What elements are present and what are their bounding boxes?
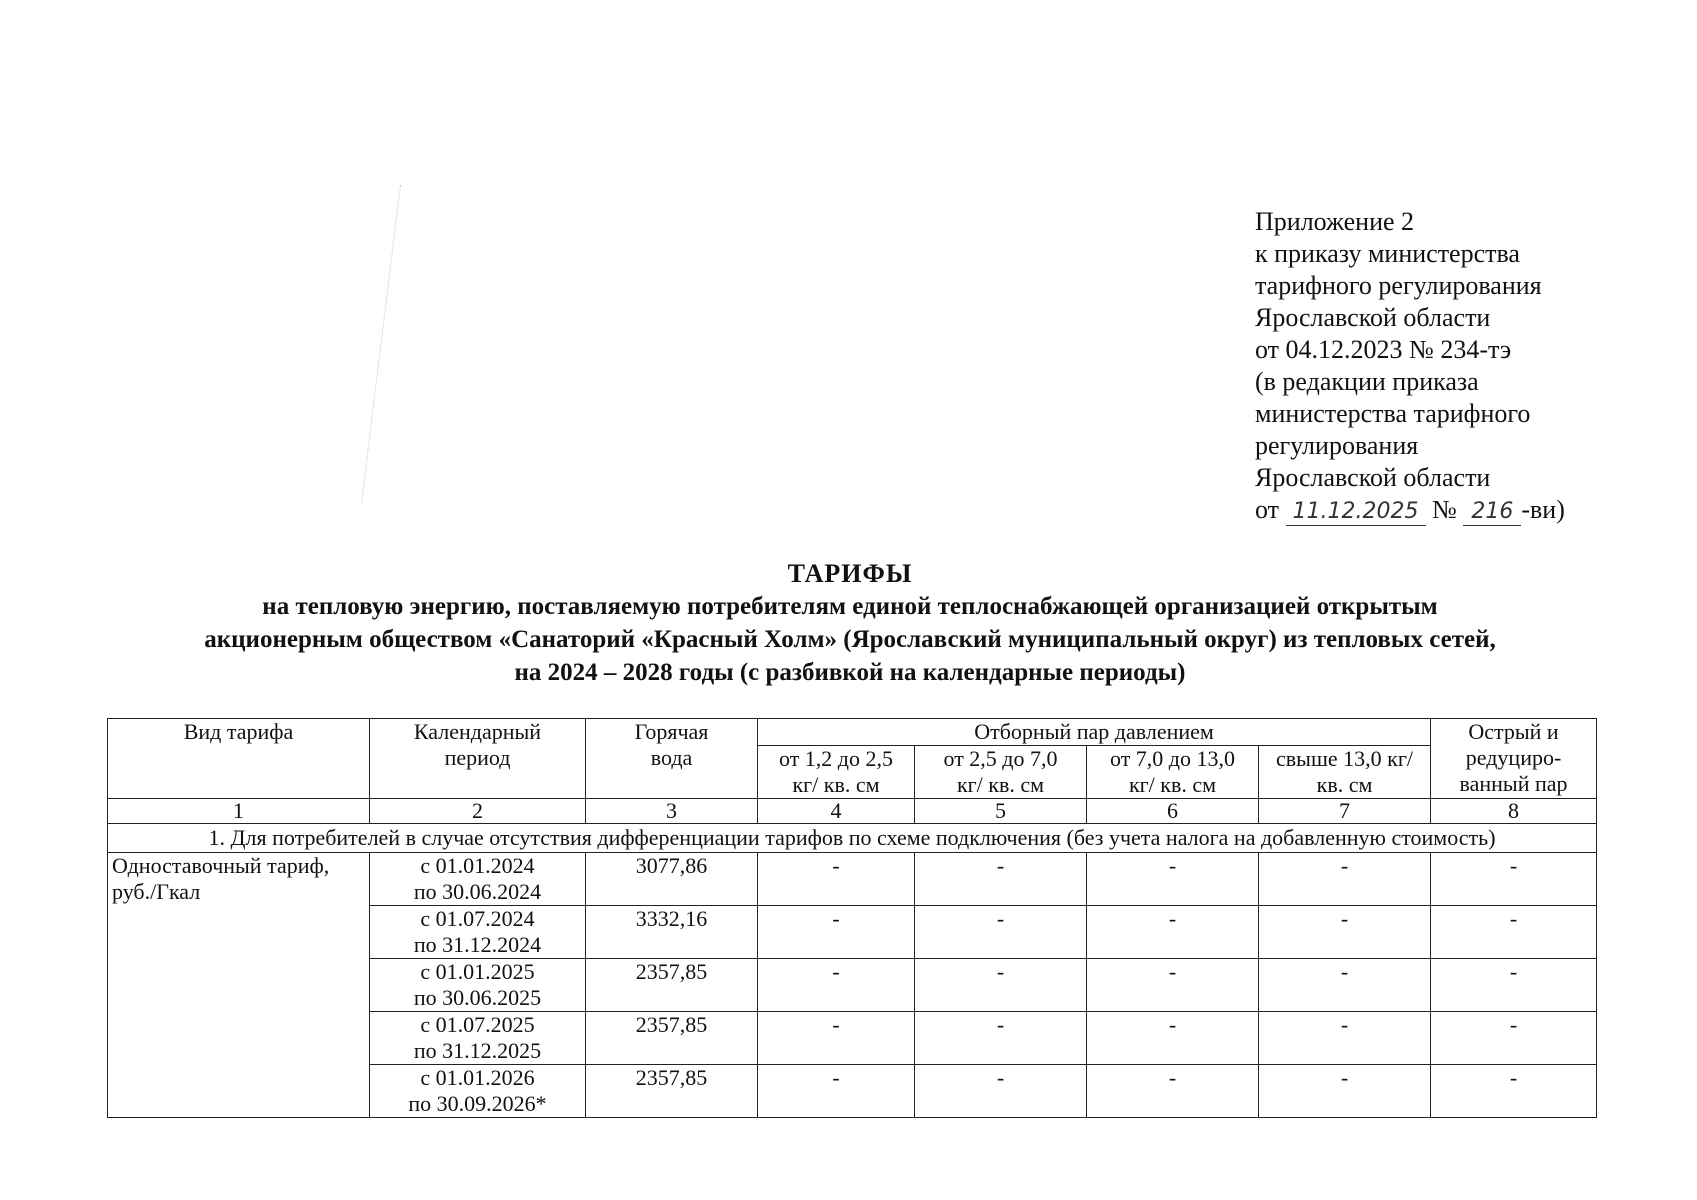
period-to: по 31.12.2025	[413, 1038, 542, 1063]
column-number-row	[108, 799, 1597, 824]
edition-suffix: -ви)	[1521, 495, 1565, 524]
period-from: с 01.01.2024	[420, 853, 535, 878]
header-sharp-steam: Острый и редуциро-ванный пар	[1431, 719, 1597, 799]
steam-value: -	[758, 1012, 915, 1065]
header-tariff-type: Вид тарифа	[108, 719, 370, 799]
column-number: 5	[915, 799, 1087, 824]
period-to: по 31.12.2024	[413, 932, 542, 957]
period-to: по 30.06.2025	[413, 985, 542, 1010]
period-from: с 01.01.2025	[420, 959, 535, 984]
table-row	[108, 853, 1597, 906]
sharp-steam-value: -	[1431, 1012, 1597, 1065]
sharp-steam-value: -	[1431, 959, 1597, 1012]
column-number: 1	[108, 799, 370, 824]
annex-line: Ярославской области	[1255, 303, 1491, 332]
column-number: 4	[758, 799, 915, 824]
column-number: 8	[1431, 799, 1597, 824]
steam-value: -	[758, 853, 915, 906]
annex-line: министерства тарифного	[1255, 399, 1531, 428]
period-cell	[370, 959, 586, 1012]
steam-value: -	[915, 1012, 1087, 1065]
handwritten-date: 11.12.2025	[1286, 499, 1426, 526]
period-to: по 30.09.2026*	[408, 1091, 547, 1116]
title-main: ТАРИФЫ	[787, 559, 913, 588]
period-cell	[370, 1065, 586, 1118]
document-title	[60, 557, 1640, 689]
annex-line: регулирования	[1255, 431, 1419, 460]
header-steam-col: от 2,5 до 7,0 кг/ кв. см	[915, 746, 1087, 799]
scan-artifact	[361, 185, 401, 503]
header-steam-col: свыше 13,0 кг/ кв. см	[1259, 746, 1431, 799]
hot-water-value: 2357,85	[586, 1065, 758, 1118]
annex-line: (в редакции приказа	[1255, 367, 1479, 396]
annex-block	[1255, 206, 1675, 526]
steam-value: -	[1259, 1012, 1431, 1065]
column-number: 6	[1087, 799, 1259, 824]
title-line: на тепловую энергию, поставляемую потребителям единой теплоснабжающей организацией открытым	[262, 593, 1438, 620]
steam-value: -	[915, 1065, 1087, 1118]
annex-line: Приложение 2	[1255, 207, 1415, 236]
period-to: по 30.06.2024	[413, 879, 542, 904]
steam-value: -	[758, 959, 915, 1012]
column-number: 7	[1259, 799, 1431, 824]
hot-water-value: 2357,85	[586, 959, 758, 1012]
hot-water-value: 3332,16	[586, 906, 758, 959]
edition-prefix: от	[1255, 495, 1280, 524]
period-from: с 01.07.2025	[420, 1012, 535, 1037]
period-cell	[370, 1012, 586, 1065]
annex-line: к приказу министерства	[1255, 239, 1520, 268]
section-row	[108, 824, 1597, 853]
steam-value: -	[1259, 853, 1431, 906]
annex-line: тарифного регулирования	[1255, 271, 1542, 300]
steam-value: -	[1087, 1065, 1259, 1118]
column-number: 3	[586, 799, 758, 824]
period-cell	[370, 853, 586, 906]
period-cell	[370, 906, 586, 959]
tariff-table	[107, 718, 1597, 1118]
steam-value: -	[1087, 1012, 1259, 1065]
sharp-steam-value: -	[1431, 853, 1597, 906]
annex-line: Ярославской области	[1255, 463, 1491, 492]
header-steam-group: Отборный пар давлением	[758, 719, 1431, 746]
tariff-label: Одноставочный тариф, руб./Гкал	[108, 853, 370, 1118]
annex-edition-line	[1255, 494, 1675, 526]
steam-value: -	[1087, 906, 1259, 959]
steam-value: -	[1259, 959, 1431, 1012]
hot-water-value: 2357,85	[586, 1012, 758, 1065]
header-row	[108, 719, 1597, 746]
annex-line: от 04.12.2023 № 234-тэ	[1255, 335, 1512, 364]
steam-value: -	[915, 853, 1087, 906]
steam-value: -	[1087, 853, 1259, 906]
column-number: 2	[370, 799, 586, 824]
period-from: с 01.01.2026	[420, 1065, 535, 1090]
sharp-steam-value: -	[1431, 1065, 1597, 1118]
steam-value: -	[1087, 959, 1259, 1012]
header-steam-col: от 7,0 до 13,0 кг/ кв. см	[1087, 746, 1259, 799]
number-sign: №	[1432, 495, 1457, 524]
steam-value: -	[915, 906, 1087, 959]
hot-water-value: 3077,86	[586, 853, 758, 906]
header-steam-col: от 1,2 до 2,5 кг/ кв. см	[758, 746, 915, 799]
section-title: 1. Для потребителей в случае отсутствия дифференциации тарифов по схеме подключения (без учета налога на добавленную стоимость)	[108, 824, 1597, 853]
sharp-steam-value: -	[1431, 906, 1597, 959]
header-hot-water: Горячая вода	[586, 719, 758, 799]
header-period: Календарный период	[370, 719, 586, 799]
handwritten-number: 216	[1463, 499, 1521, 526]
steam-value: -	[758, 906, 915, 959]
title-line: на 2024 – 2028 годы (с разбивкой на календарные периоды)	[514, 659, 1186, 686]
steam-value: -	[1259, 906, 1431, 959]
title-line: акционерным обществом «Санаторий «Красный Холм» (Ярославский муниципальный округ) из тепловых сетей,	[204, 626, 1496, 653]
period-from: с 01.07.2024	[420, 906, 535, 931]
steam-value: -	[1259, 1065, 1431, 1118]
steam-value: -	[915, 959, 1087, 1012]
steam-value: -	[758, 1065, 915, 1118]
